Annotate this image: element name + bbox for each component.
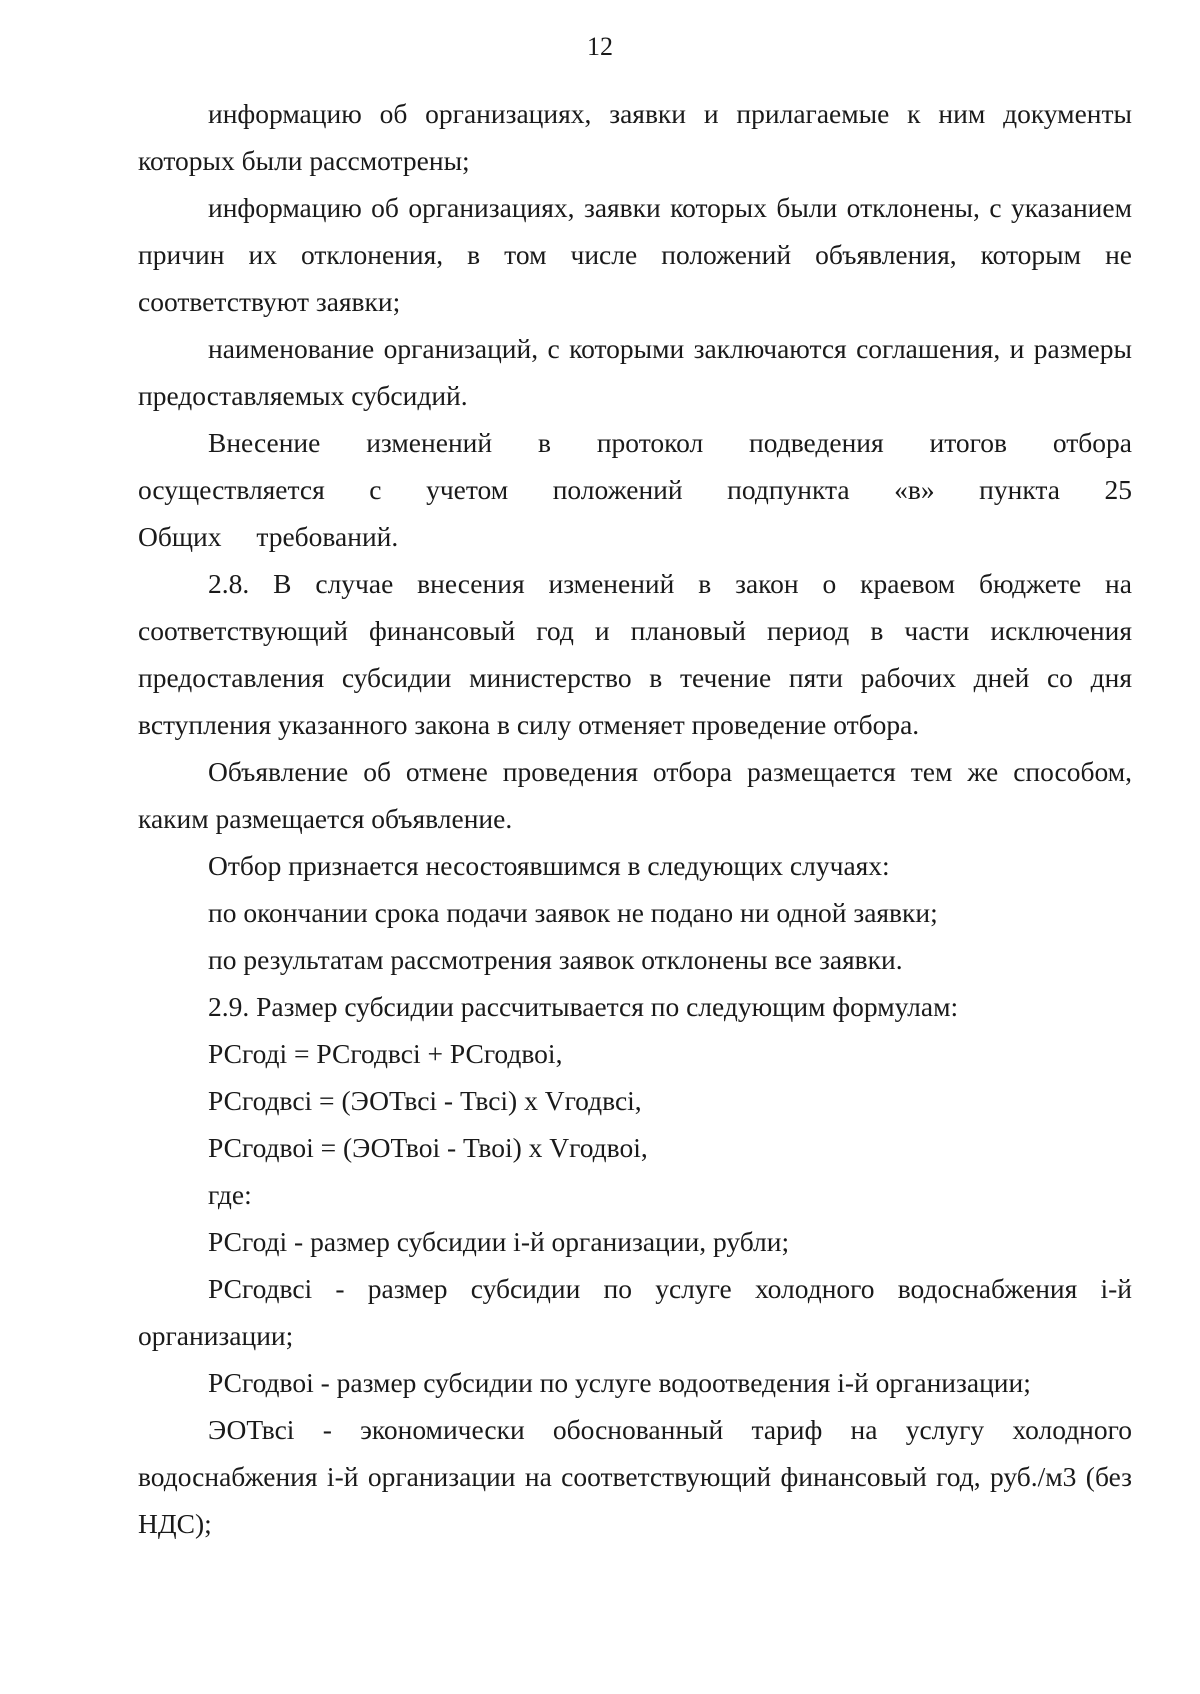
formula-wastewater: РСгодвоi = (ЭОТвоi - Твоi) х Vгодвоi, [208,1132,648,1163]
definition-economic-tariff: ЭОТвсi - экономически обоснованный тариф на услугу холодного водоснабжения i-й организации на соответствующий финансовый год, руб./м3 (без НДС); [138,1414,1132,1539]
paragraph-rejected-applications: информацию об организациях, заявки которых были отклонены, с указанием причин их отклонения, в том числе положений объявления, которым не соответствуют заявки; [138,192,1132,317]
document-body [138,90,1132,1547]
formula-total: РСгодi = РСгодвсi + РСгодвоi, [208,1038,563,1069]
paragraph-section-2-9: 2.9. Размер субсидии рассчитывается по следующим формулам: [208,991,959,1022]
definition-total-subsidy: РСгодi - размер субсидии i-й организации, рубли; [208,1226,790,1257]
page-number: 12 [587,32,613,61]
paragraph-considered-applications: информацию об организациях, заявки и прилагаемые к ним документы которых были рассмотрены; [138,98,1132,176]
paragraph-cancellation-notice: Объявление об отмене проведения отбора размещается тем же способом, каким размещается объявление. [138,756,1132,834]
paragraph-protocol-changes: Внесение изменений в протокол подведения итогов отбора осуществляется с учетом положений подпункта «в» пункта 25 Общих требований. [138,427,1132,552]
list-item-all-rejected: по результатам рассмотрения заявок отклонены все заявки. [208,944,903,975]
definition-wastewater-subsidy: РСгодвоi - размер субсидии по услуге водоотведения i-й организации; [208,1367,1031,1398]
formula-where: где: [208,1179,252,1210]
paragraph-agreement-organizations: наименование организаций, с которыми заключаются соглашения, и размеры предоставляемых субсидий. [138,333,1132,411]
definition-water-supply-subsidy: РСгодвсi - размер субсидии по услуге холодного водоснабжения i-й организации; [138,1273,1132,1351]
formula-water-supply: РСгодвсi = (ЭОТвсi - Твсi) х Vгодвсi, [208,1085,642,1116]
paragraph-failed-selection: Отбор признается несостоявшимся в следующих случаях: [208,850,890,881]
list-item-no-applications: по окончании срока подачи заявок не подано ни одной заявки; [208,897,938,928]
paragraph-section-2-8: 2.8. В случае внесения изменений в закон о краевом бюджете на соответствующий финансовый год и плановый период в части исключения предоставления субсидии министерство в течение пяти рабочих дней со дня вступления указанного закона в силу отменяет проведение отбора. [138,568,1132,740]
